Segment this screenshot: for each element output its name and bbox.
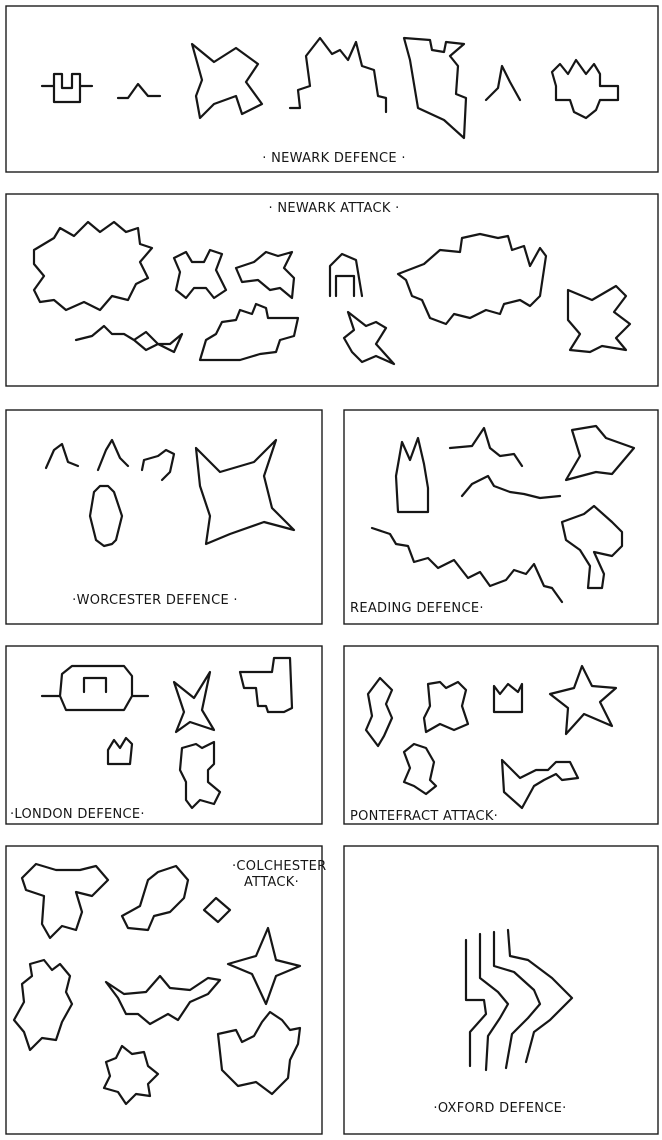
caption-worcester-defence: ·WORCESTER DEFENCE · xyxy=(72,593,238,608)
panel-frame xyxy=(344,410,658,624)
panel-frame xyxy=(344,646,658,824)
panel-newark-defence xyxy=(6,6,658,172)
panel-pontefract-attack xyxy=(344,646,658,824)
panel-frame xyxy=(344,846,658,1134)
caption-london-defence: ·LONDON DEFENCE· xyxy=(10,807,145,822)
panel-london-defence xyxy=(6,646,322,824)
panel-newark-attack xyxy=(6,194,658,386)
panel-frame xyxy=(6,194,658,386)
panel-oxford-defence xyxy=(344,846,658,1134)
panel-worcester-defence xyxy=(6,410,322,624)
panel-frame xyxy=(6,646,322,824)
caption-newark-attack: · NEWARK ATTACK · xyxy=(268,201,400,216)
caption-colchester-attack-line-2: ATTACK· xyxy=(244,875,300,890)
panel-frame xyxy=(6,6,658,172)
caption-colchester-attack-line-1: ·COLCHESTER xyxy=(232,859,327,874)
caption-reading-defence: READING DEFENCE· xyxy=(350,601,484,616)
panel-colchester-attack xyxy=(6,846,327,1134)
panel-reading-defence xyxy=(344,410,658,624)
caption-oxford-defence: ·OXFORD DEFENCE· xyxy=(433,1101,567,1116)
caption-pontefract-attack: PONTEFRACT ATTACK· xyxy=(350,809,499,824)
caption-newark-defence: · NEWARK DEFENCE · xyxy=(262,151,406,166)
